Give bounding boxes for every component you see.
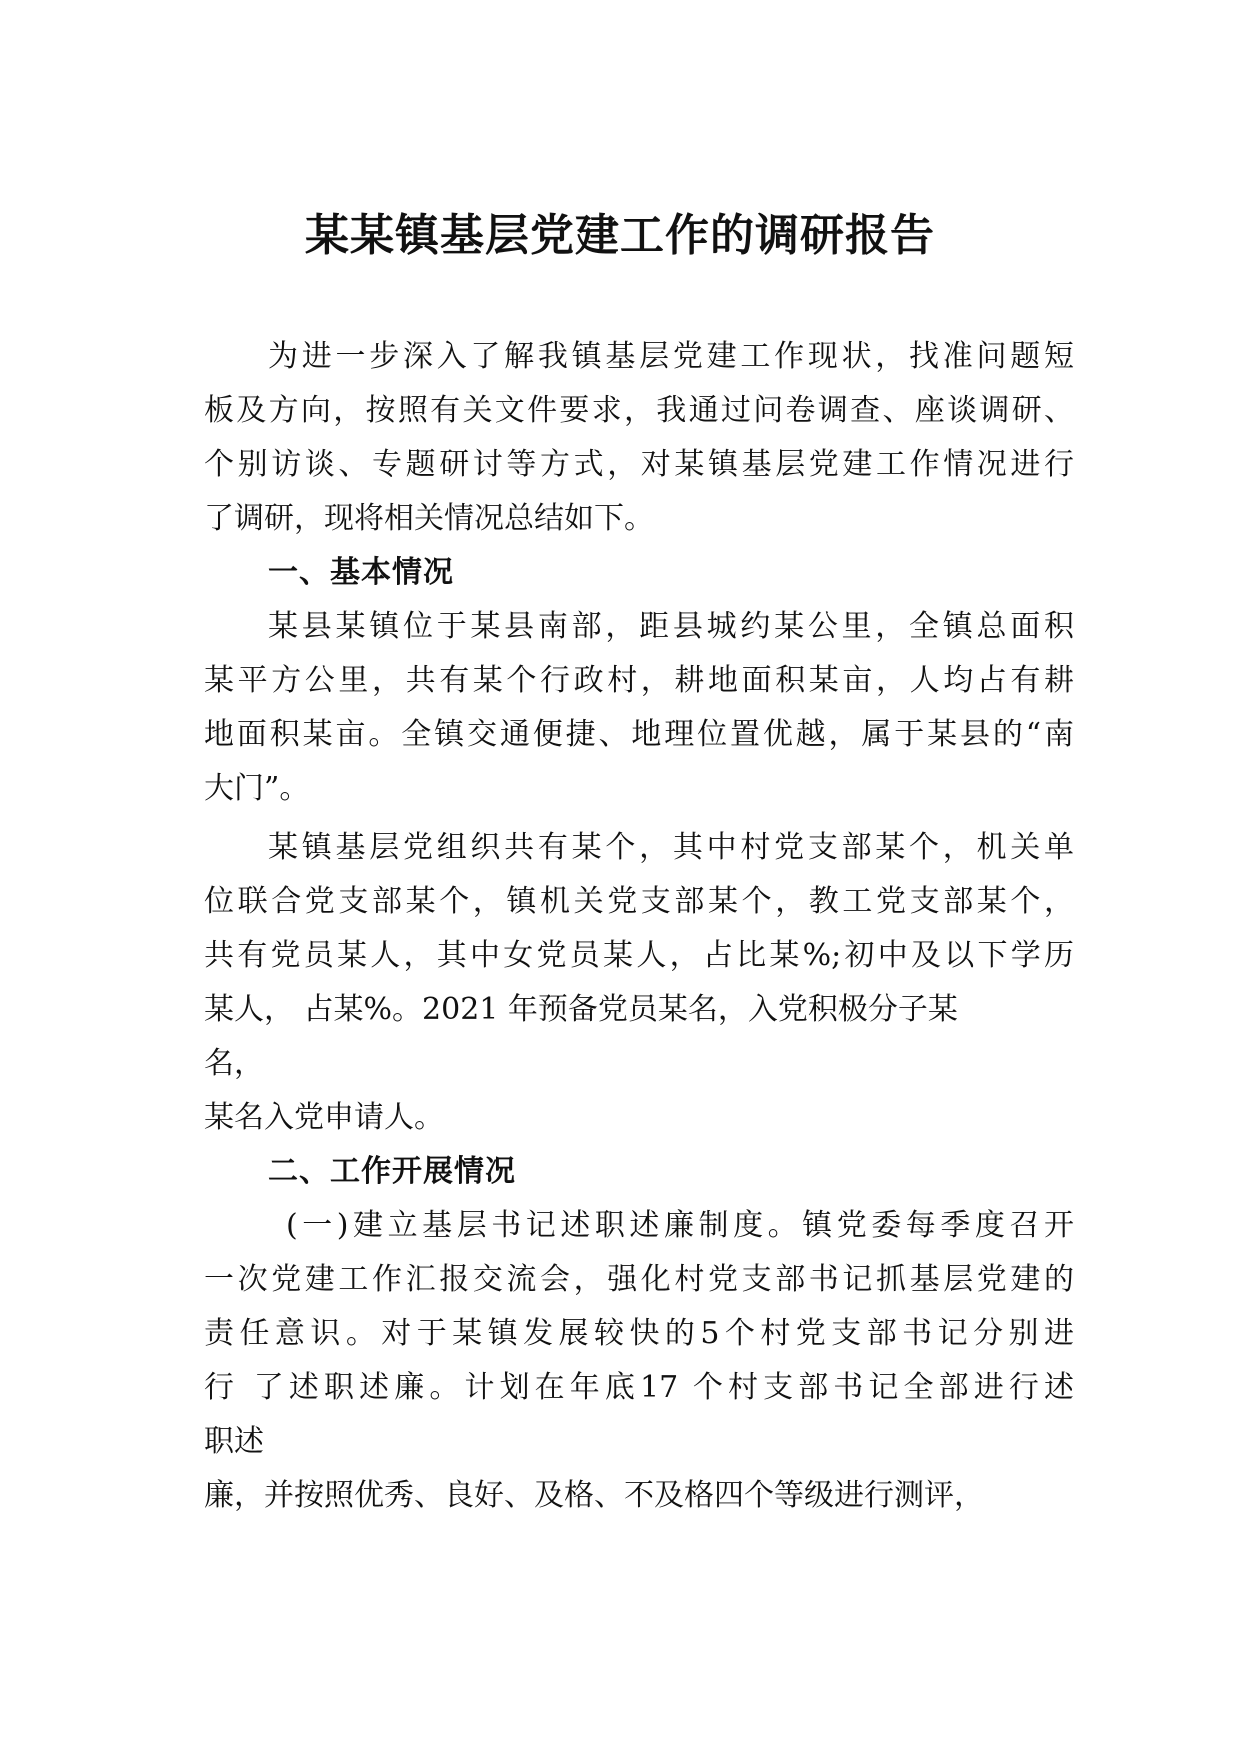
paragraph-line: 廉，并按照优秀、良好、及格、不及格四个等级进行测评， [204, 1478, 984, 1513]
paragraph-line: 职述 [204, 1424, 264, 1459]
paragraph-line: (一)建立基层书记述职述廉制度。镇党委每季度召开 [286, 1208, 1074, 1243]
paragraph-line: 了调研，现将相关情况总结如下。 [204, 501, 654, 536]
paragraph-line: 责任意识。对于某镇发展较快的5个村党支部书记分别进 [204, 1316, 1074, 1351]
paragraph-line: 某名入党申请人。 [204, 1100, 444, 1135]
paragraph-line: 某县某镇位于某县南部，距县城约某公里，全镇总面积 [268, 609, 1074, 644]
paragraph-line: 位联合党支部某个，镇机关党支部某个，教工党支部某个， [204, 884, 1074, 919]
paragraph-line: 某镇基层党组织共有某个，其中村党支部某个，机关单 [268, 830, 1074, 865]
paragraph-line: 地面积某亩。全镇交通便捷、地理位置优越，属于某县的“南 [204, 717, 1074, 752]
paragraph-line: 个别访谈、专题研讨等方式，对某镇基层党建工作情况进行 [204, 447, 1074, 482]
section-heading: 一、基本情况 [268, 555, 454, 590]
paragraph-line: 共有党员某人，其中女党员某人，占比某%;初中及以下学历 [204, 938, 1074, 973]
paragraph-line: 板及方向，按照有关文件要求，我通过问卷调查、座谈调研、 [204, 393, 1074, 428]
paragraph-line: 某平方公里，共有某个行政村，耕地面积某亩，人均占有耕 [204, 663, 1074, 698]
section-heading: 二、工作开展情况 [268, 1154, 516, 1189]
paragraph-line: 为进一步深入了解我镇基层党建工作现状，找准问题短 [268, 339, 1074, 374]
paragraph-line: 行 了述职述廉。计划在年底17 个村支部书记全部进行述 [204, 1370, 1074, 1405]
paragraph-line: 一次党建工作汇报交流会，强化村党支部书记抓基层党建的 [204, 1262, 1074, 1297]
paragraph-line: 某人， 占某%。2021 年预备党员某名，入党积极分子某 [204, 992, 958, 1027]
paragraph-line: 大门”。 [204, 771, 310, 806]
document-title: 某某镇基层党建工作的调研报告 [305, 210, 935, 261]
paragraph-line: 名， [204, 1046, 264, 1081]
